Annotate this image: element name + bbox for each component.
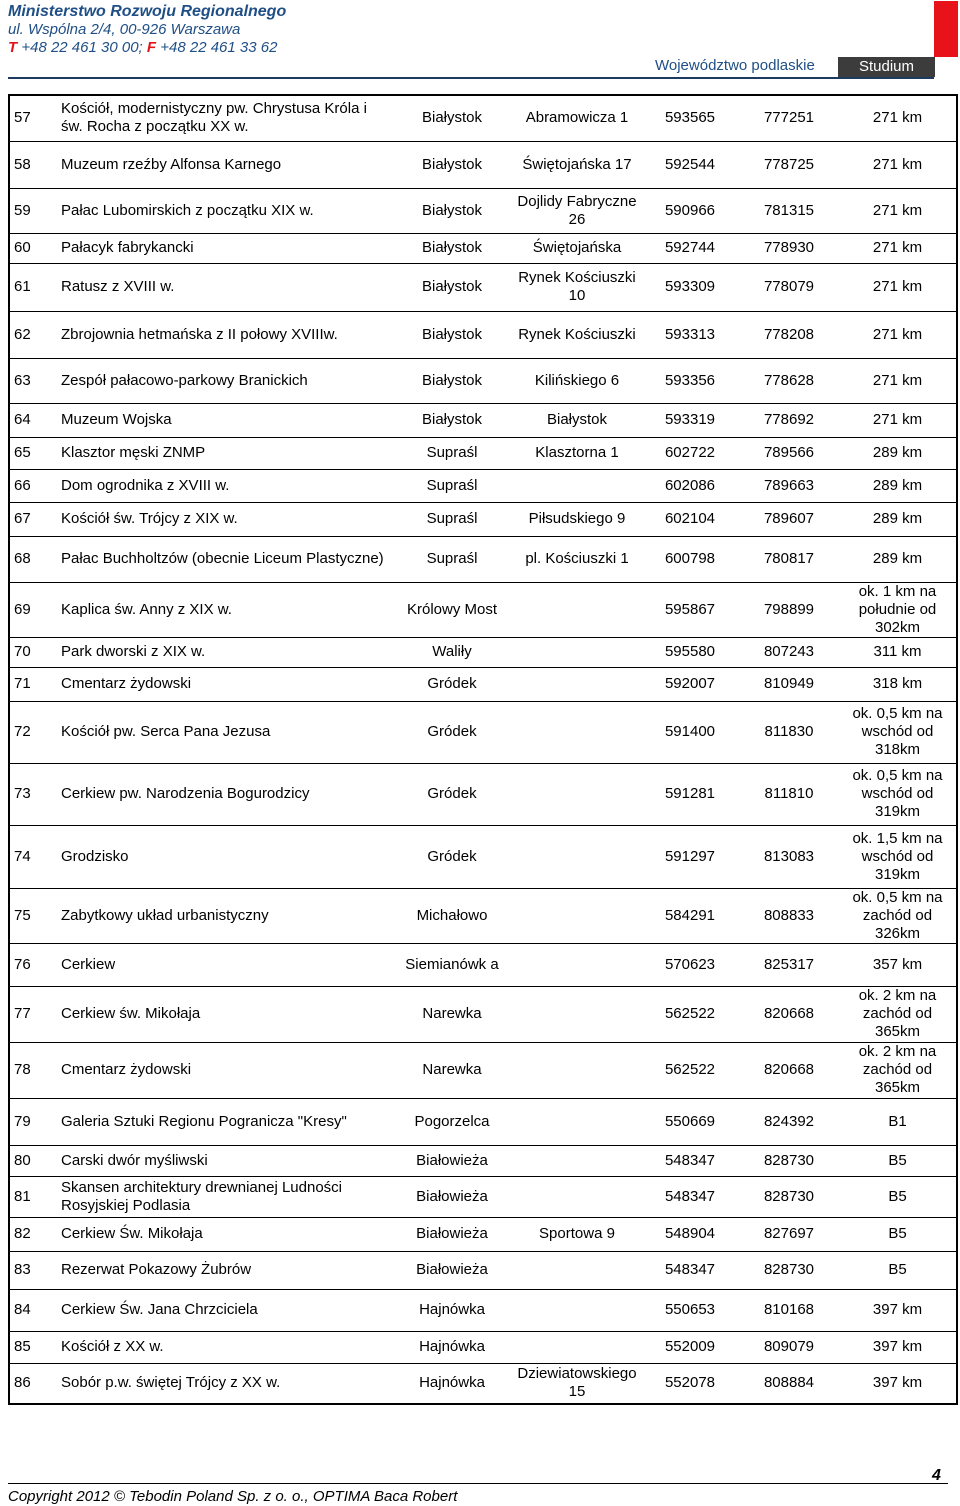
table-row: [9, 637, 957, 667]
row-number: 67: [9, 502, 57, 536]
address: [513, 986, 641, 1042]
distance: 289 km: [839, 469, 957, 502]
distance: ok. 0,5 km na wschód od 318km: [839, 701, 957, 763]
row-number: 62: [9, 311, 57, 358]
page-number: 4: [932, 1467, 941, 1484]
coord-y: 778628: [739, 358, 839, 403]
row-number: 79: [9, 1098, 57, 1145]
locality: Hajnówka: [391, 1331, 513, 1363]
locality: Białystok: [391, 141, 513, 188]
coord-x: 602722: [641, 437, 739, 469]
table-row: [9, 469, 957, 502]
distance: 271 km: [839, 141, 957, 188]
org-name: Ministerstwo Rozwoju Regionalnego: [8, 3, 287, 20]
monuments-table: [8, 94, 958, 1405]
coord-y: 778079: [739, 263, 839, 311]
row-number: 57: [9, 95, 57, 141]
address: Dojlidy Fabryczne 26: [513, 188, 641, 233]
coord-y: 828730: [739, 1145, 839, 1176]
locality: Supraśl: [391, 437, 513, 469]
coord-y: 808884: [739, 1363, 839, 1404]
row-number: 66: [9, 469, 57, 502]
address: [513, 1289, 641, 1331]
coord-y: 778725: [739, 141, 839, 188]
monument-name: Grodzisko: [57, 825, 391, 888]
monument-name: Park dworski z XIX w.: [57, 637, 391, 667]
address: Świętojańska: [513, 233, 641, 263]
monument-name: Pałac Lubomirskich z początku XIX w.: [57, 188, 391, 233]
monument-name: Pałac Buchholtzów (obecnie Liceum Plastyczne): [57, 536, 391, 582]
monument-name: Zespół pałacowo-parkowy Branickich: [57, 358, 391, 403]
coord-x: 591400: [641, 701, 739, 763]
distance: B5: [839, 1251, 957, 1289]
coord-y: 780817: [739, 536, 839, 582]
locality: Białystok: [391, 188, 513, 233]
address: [513, 1098, 641, 1145]
row-number: 71: [9, 667, 57, 701]
address: [513, 1251, 641, 1289]
address: Białystok: [513, 403, 641, 437]
locality: Białystok: [391, 233, 513, 263]
table-row: [9, 943, 957, 986]
coord-y: 781315: [739, 188, 839, 233]
monument-name: Cmentarz żydowski: [57, 667, 391, 701]
distance: 271 km: [839, 311, 957, 358]
monuments-table-body: [9, 95, 957, 1404]
address: [513, 1042, 641, 1098]
monument-name: Cerkiew św. Mikołaja: [57, 986, 391, 1042]
coord-y: 789566: [739, 437, 839, 469]
distance: 397 km: [839, 1289, 957, 1331]
coord-x: 548347: [641, 1251, 739, 1289]
distance: 271 km: [839, 403, 957, 437]
coord-y: 820668: [739, 1042, 839, 1098]
coord-y: 808833: [739, 888, 839, 943]
row-number: 74: [9, 825, 57, 888]
monument-name: Cerkiew Św. Mikołaja: [57, 1217, 391, 1251]
phone-number: +48 22 461 30 00;: [21, 39, 143, 56]
monument-name: Skansen architektury drewnianej Ludności Rosyjskiej Podlasia: [57, 1176, 391, 1217]
row-number: 72: [9, 701, 57, 763]
table-row: [9, 1331, 957, 1363]
row-number: 68: [9, 536, 57, 582]
row-number: 80: [9, 1145, 57, 1176]
row-number: 78: [9, 1042, 57, 1098]
coord-x: 570623: [641, 943, 739, 986]
coord-x: 591297: [641, 825, 739, 888]
row-number: 73: [9, 763, 57, 825]
table-row: [9, 1251, 957, 1289]
page-header: [0, 0, 960, 80]
coord-y: 807243: [739, 637, 839, 667]
row-number: 70: [9, 637, 57, 667]
monument-name: Kościół św. Trójcy z XIX w.: [57, 502, 391, 536]
coord-x: 592744: [641, 233, 739, 263]
coord-y: 809079: [739, 1331, 839, 1363]
distance: 289 km: [839, 437, 957, 469]
row-number: 60: [9, 233, 57, 263]
coord-x: 602104: [641, 502, 739, 536]
row-number: 63: [9, 358, 57, 403]
monument-name: Cerkiew pw. Narodzenia Bogurodzicy: [57, 763, 391, 825]
address: pl. Kościuszki 1: [513, 536, 641, 582]
locality: Białystok: [391, 311, 513, 358]
table-row: [9, 502, 957, 536]
coord-x: 552078: [641, 1363, 739, 1404]
monument-name: Muzeum Wojska: [57, 403, 391, 437]
coord-y: 810168: [739, 1289, 839, 1331]
monument-name: Kaplica św. Anny z XIX w.: [57, 582, 391, 637]
table-row: [9, 188, 957, 233]
locality: Gródek: [391, 701, 513, 763]
red-corner-mark: [934, 1, 958, 57]
table-row: [9, 263, 957, 311]
coord-x: 600798: [641, 536, 739, 582]
section-label: Studium: [838, 57, 935, 77]
address: [513, 763, 641, 825]
coord-y: 820668: [739, 986, 839, 1042]
locality: Gródek: [391, 763, 513, 825]
locality: Supraśl: [391, 469, 513, 502]
locality: Michałowo: [391, 888, 513, 943]
coord-y: 778208: [739, 311, 839, 358]
distance: 318 km: [839, 667, 957, 701]
table-row: [9, 358, 957, 403]
locality: Białystok: [391, 263, 513, 311]
address: [513, 582, 641, 637]
monument-name: Kościół z XX w.: [57, 1331, 391, 1363]
distance: 289 km: [839, 502, 957, 536]
locality: Narewka: [391, 986, 513, 1042]
table-row: [9, 701, 957, 763]
distance: ok. 1 km na południe od 302km: [839, 582, 957, 637]
locality: Hajnówka: [391, 1289, 513, 1331]
address: [513, 667, 641, 701]
address: [513, 825, 641, 888]
coord-y: 810949: [739, 667, 839, 701]
locality: Białowieża: [391, 1145, 513, 1176]
coord-y: 827697: [739, 1217, 839, 1251]
locality: Białowieża: [391, 1176, 513, 1217]
row-number: 69: [9, 582, 57, 637]
distance: 271 km: [839, 358, 957, 403]
table-row: [9, 1176, 957, 1217]
table-row: [9, 1217, 957, 1251]
monument-name: Zabytkowy układ urbanistyczny: [57, 888, 391, 943]
distance: 397 km: [839, 1363, 957, 1404]
coord-y: 789663: [739, 469, 839, 502]
locality: Gródek: [391, 825, 513, 888]
locality: Supraśl: [391, 536, 513, 582]
table-row: [9, 825, 957, 888]
org-contact: [8, 39, 277, 56]
table-row: [9, 141, 957, 188]
coord-y: 811810: [739, 763, 839, 825]
distance: 271 km: [839, 188, 957, 233]
coord-x: 595580: [641, 637, 739, 667]
table-row: [9, 1098, 957, 1145]
table-row: [9, 403, 957, 437]
table-row: [9, 1042, 957, 1098]
address: [513, 1331, 641, 1363]
table-row: [9, 311, 957, 358]
coord-y: 798899: [739, 582, 839, 637]
locality: Siemianówk a: [391, 943, 513, 986]
monument-name: Kościół, modernistyczny pw. Chrystusa Króla i św. Rocha z początku XX w.: [57, 95, 391, 141]
coord-y: 778930: [739, 233, 839, 263]
monument-name: Muzeum rzeźby Alfonsa Karnego: [57, 141, 391, 188]
header-rule: [8, 77, 934, 79]
coord-x: 548347: [641, 1176, 739, 1217]
coord-x: 593309: [641, 263, 739, 311]
address: Rynek Kościuszki: [513, 311, 641, 358]
address: [513, 1145, 641, 1176]
table-row: [9, 1363, 957, 1404]
table-row: [9, 667, 957, 701]
row-number: 64: [9, 403, 57, 437]
row-number: 65: [9, 437, 57, 469]
row-number: 77: [9, 986, 57, 1042]
distance: B5: [839, 1145, 957, 1176]
row-number: 83: [9, 1251, 57, 1289]
monument-name: Carski dwór myśliwski: [57, 1145, 391, 1176]
distance: B1: [839, 1098, 957, 1145]
table-row: [9, 233, 957, 263]
coord-x: 593356: [641, 358, 739, 403]
locality: Narewka: [391, 1042, 513, 1098]
row-number: 75: [9, 888, 57, 943]
row-number: 81: [9, 1176, 57, 1217]
coord-x: 548904: [641, 1217, 739, 1251]
distance: ok. 0,5 km na wschód od 319km: [839, 763, 957, 825]
monument-name: Rezerwat Pokazowy Żubrów: [57, 1251, 391, 1289]
coord-x: 591281: [641, 763, 739, 825]
address: Klasztorna 1: [513, 437, 641, 469]
monument-name: Ratusz z XVIII w.: [57, 263, 391, 311]
distance: B5: [839, 1217, 957, 1251]
locality: Białowieża: [391, 1251, 513, 1289]
table-row: [9, 1289, 957, 1331]
address: [513, 469, 641, 502]
monument-name: Galeria Sztuki Regionu Pogranicza "Kresy": [57, 1098, 391, 1145]
address: Świętojańska 17: [513, 141, 641, 188]
locality: Supraśl: [391, 502, 513, 536]
table-row: [9, 986, 957, 1042]
row-number: 85: [9, 1331, 57, 1363]
locality: Białystok: [391, 95, 513, 141]
fax-number: +48 22 461 33 62: [160, 39, 278, 56]
coord-x: 593319: [641, 403, 739, 437]
monument-name: Sobór p.w. świętej Trójcy z XX w.: [57, 1363, 391, 1404]
address: Dziewiatowskiego 15: [513, 1363, 641, 1404]
coord-x: 595867: [641, 582, 739, 637]
distance: 271 km: [839, 233, 957, 263]
coord-y: 789607: [739, 502, 839, 536]
row-number: 76: [9, 943, 57, 986]
distance: 289 km: [839, 536, 957, 582]
row-number: 58: [9, 141, 57, 188]
coord-y: 824392: [739, 1098, 839, 1145]
address: [513, 943, 641, 986]
distance: 311 km: [839, 637, 957, 667]
coord-x: 593313: [641, 311, 739, 358]
locality: Białowieża: [391, 1217, 513, 1251]
coord-x: 602086: [641, 469, 739, 502]
distance: ok. 2 km na zachód od 365km: [839, 1042, 957, 1098]
monument-name: Cerkiew: [57, 943, 391, 986]
coord-x: 592007: [641, 667, 739, 701]
monument-name: Kościół pw. Serca Pana Jezusa: [57, 701, 391, 763]
monument-name: Pałacyk fabrykancki: [57, 233, 391, 263]
row-number: 86: [9, 1363, 57, 1404]
region-label: Województwo podlaskie: [655, 57, 815, 74]
coord-x: 592544: [641, 141, 739, 188]
coord-x: 562522: [641, 986, 739, 1042]
coord-x: 550653: [641, 1289, 739, 1331]
copyright: Copyright 2012 © Tebodin Poland Sp. z o. o., OPTIMA Baca Robert: [8, 1488, 458, 1505]
locality: Waliły: [391, 637, 513, 667]
address: Abramowicza 1: [513, 95, 641, 141]
monument-name: Cmentarz żydowski: [57, 1042, 391, 1098]
address: Rynek Kościuszki 10: [513, 263, 641, 311]
address: Sportowa 9: [513, 1217, 641, 1251]
coord-y: 811830: [739, 701, 839, 763]
address: Kilińskiego 6: [513, 358, 641, 403]
row-number: 59: [9, 188, 57, 233]
coord-y: 813083: [739, 825, 839, 888]
distance: ok. 0,5 km na zachód od 326km: [839, 888, 957, 943]
address: [513, 888, 641, 943]
address: Piłsudskiego 9: [513, 502, 641, 536]
table-row: [9, 437, 957, 469]
coord-x: 550669: [641, 1098, 739, 1145]
coord-x: 548347: [641, 1145, 739, 1176]
locality: Białystok: [391, 403, 513, 437]
org-address: ul. Wspólna 2/4, 00-926 Warszawa: [8, 21, 241, 38]
table-row: [9, 1145, 957, 1176]
locality: Pogorzelca: [391, 1098, 513, 1145]
monument-name: Klasztor męski ZNMP: [57, 437, 391, 469]
coord-x: 593565: [641, 95, 739, 141]
coord-x: 562522: [641, 1042, 739, 1098]
locality: Hajnówka: [391, 1363, 513, 1404]
table-row: [9, 95, 957, 141]
distance: 271 km: [839, 263, 957, 311]
address: [513, 637, 641, 667]
table-row: [9, 763, 957, 825]
distance: 357 km: [839, 943, 957, 986]
row-number: 82: [9, 1217, 57, 1251]
monument-name: Cerkiew Św. Jana Chrzciciela: [57, 1289, 391, 1331]
coord-y: 778692: [739, 403, 839, 437]
coord-x: 584291: [641, 888, 739, 943]
row-number: 84: [9, 1289, 57, 1331]
locality: Białystok: [391, 358, 513, 403]
table-row: [9, 888, 957, 943]
table-row: [9, 582, 957, 637]
fax-label: F: [146, 39, 157, 56]
distance: ok. 2 km na zachód od 365km: [839, 986, 957, 1042]
distance: 271 km: [839, 95, 957, 141]
phone-label: T: [8, 39, 18, 56]
monument-name: Zbrojownia hetmańska z II połowy XVIIIw.: [57, 311, 391, 358]
address: [513, 1176, 641, 1217]
coord-y: 828730: [739, 1251, 839, 1289]
locality: Gródek: [391, 667, 513, 701]
distance: 397 km: [839, 1331, 957, 1363]
row-number: 61: [9, 263, 57, 311]
footer-rule: [8, 1483, 948, 1484]
distance: ok. 1,5 km na wschód od 319km: [839, 825, 957, 888]
locality: Królowy Most: [391, 582, 513, 637]
coord-y: 825317: [739, 943, 839, 986]
coord-x: 552009: [641, 1331, 739, 1363]
coord-x: 590966: [641, 188, 739, 233]
monument-name: Dom ogrodnika z XVIII w.: [57, 469, 391, 502]
address: [513, 701, 641, 763]
coord-y: 828730: [739, 1176, 839, 1217]
distance: B5: [839, 1176, 957, 1217]
coord-y: 777251: [739, 95, 839, 141]
table-row: [9, 536, 957, 582]
